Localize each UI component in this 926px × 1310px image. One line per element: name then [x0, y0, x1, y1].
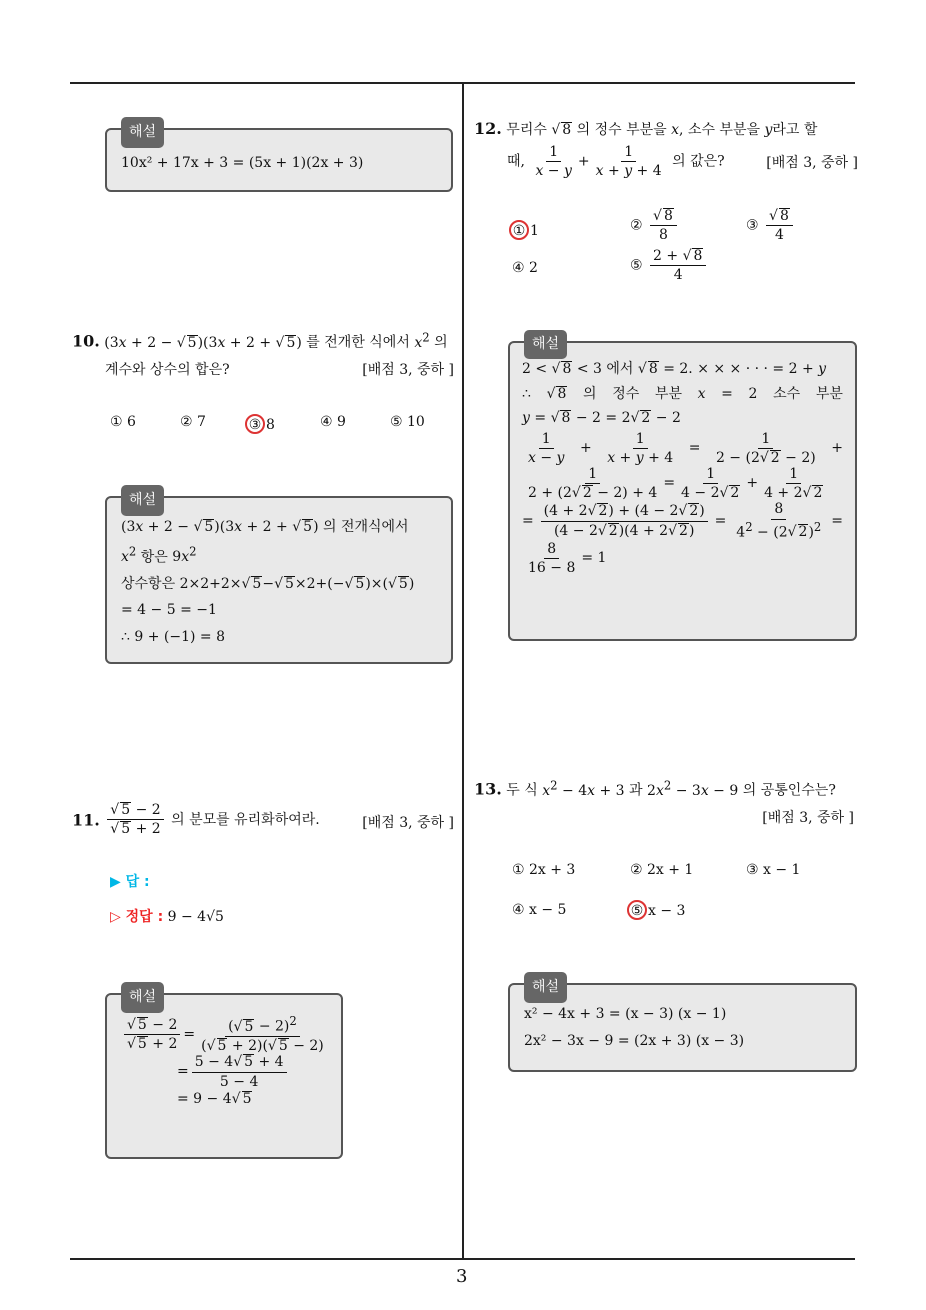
- q11-correct-answer: [110, 906, 224, 926]
- q11-score: [배점 3, 중하 ]: [362, 815, 454, 831]
- q11-question: [72, 802, 454, 838]
- q10-solution-box: [105, 492, 453, 664]
- q12-question: 12. 무리수 √ 8 의 정수 부분을 x, 소수 부분을 y라고 할 때, $\frac{1}{x - y}$ + $\frac{1}{x + y + 4}$ 의 값은? [배점 3, 중하 ]: [474, 114, 858, 180]
- q10-choice-3[interactable]: ③ 8: [248, 414, 275, 434]
- q10-text-mid: 를 전개한 식에서: [306, 334, 410, 351]
- q10-number: 10.: [72, 331, 100, 351]
- q11-sol-line-1: √ 5 − 2 √ 5 + 2 = $\frac{(√ 5 - 2)^2}{(√ 5 + 2)(√ 5 - 2)}$: [121, 1015, 327, 1054]
- q10-choice-4[interactable]: ④ 9: [320, 414, 346, 430]
- q11-solution-box: [105, 989, 343, 1159]
- solution-tag: 해설: [121, 485, 164, 516]
- q12-choice-3[interactable]: ③ √ $\frac{8}{4}$: [746, 208, 796, 243]
- solution-tag: 해설: [121, 117, 164, 148]
- q13-selected-mark: ⑤: [627, 900, 647, 920]
- q12-sol-line-2: ∴ √ 8 의 정수 부분 x = 2 소수 부분: [522, 382, 843, 407]
- q12-sol-line-6: = $\frac{(4 + 2√ 2) + (4 - 2√ 2)}{(4 - 2√ 2)(4 + 2√ 2)}$ = $\frac{8}{4^2 - (2√ 2)^2}$ =: [522, 501, 843, 540]
- q11-correct-label: ▷ 정답 :: [110, 909, 164, 925]
- q11-correct-value: 9 − 4√5: [167, 909, 224, 925]
- q10-text-end: 의: [434, 334, 448, 351]
- q13-choice-3[interactable]: ③ x − 1: [746, 862, 801, 878]
- q10-sol-line-4: = 4 − 5 = −1: [121, 602, 217, 619]
- q13-choice-5[interactable]: ⑤ x − 3: [630, 900, 685, 920]
- q12-score: [배점 3, 중하 ]: [766, 155, 858, 172]
- q11-fraction: √ 5 − 2 √ 5 + 2: [107, 802, 163, 838]
- q10-sol-line-2: $x^2$ 항은 $9x^2$: [121, 544, 197, 566]
- q12-choice-2[interactable]: ② √ $\frac{8}{8}$: [630, 208, 680, 243]
- q12-number: 12.: [474, 119, 502, 138]
- q13-solution-box: [508, 979, 857, 1072]
- q10-score: [배점 3, 중하 ]: [362, 362, 454, 379]
- q12-choice-5[interactable]: ⑤ $\frac{2 + √ 8}{4}$: [630, 248, 709, 283]
- q10-selected-mark: ③: [245, 414, 265, 434]
- q10-choice-5[interactable]: ⑤ 10: [390, 414, 425, 430]
- q13-sol-line-1: x² − 4x + 3 = (x − 3) (x − 1): [524, 1006, 727, 1022]
- q10-question: 10. (3x + 2 − √ 5)(3x + 2 + √ 5) 를 전개한 식에서 $x^2$ 의 계수와 상수의 합은? [배점 3, 중하 ]: [72, 326, 454, 384]
- q10-sol-line-5: ∴ 9 + (−1) = 8: [121, 629, 225, 646]
- q12-solution-box: [508, 336, 857, 641]
- q10-sol-line-1: (3x + 2 − √ 5)(3x + 2 + √ 5) 의 전개식에서: [121, 514, 437, 541]
- q12-choice-1[interactable]: ① 1: [512, 220, 539, 240]
- q12-sol-line-3: y = √ 8 − 2 = 2√ 2 − 2: [522, 406, 843, 431]
- q10-choice-2[interactable]: ② 7: [180, 414, 206, 430]
- solution-tag: 해설: [121, 982, 164, 1013]
- solution-tag: 해설: [524, 330, 567, 359]
- q13-score: [배점 3, 중하 ]: [762, 810, 854, 827]
- q12-sol-line-1: 2 < √ 8 < 3 에서 √ 8 = 2. × × × · · · = 2 + y: [522, 357, 843, 382]
- q13-choice-1[interactable]: ① 2x + 3: [512, 862, 576, 878]
- q11-sol-line-2: = $\frac{5 - 4√ 5 + 4}{5 - 4}$: [121, 1054, 327, 1089]
- q13-choice-2[interactable]: ② 2x + 1: [630, 862, 694, 878]
- column-divider: [462, 84, 464, 1259]
- q10-choice-1[interactable]: ① 6: [110, 414, 136, 430]
- q12-choices: [512, 208, 852, 288]
- q12-sol-line-5: $\frac{1}{2 + (2√ 2 - 2) + 4}$ = $\frac{1}{4 - 2√ 2}$ + $\frac{1}{4 + 2√ 2}$: [522, 466, 843, 501]
- q13-sol-line-2: 2x² − 3x − 9 = (2x + 3) (x − 3): [524, 1032, 745, 1049]
- q10-sol-line-3: 상수항은 2×2+2×√ 5−√ 5×2+(−√ 5)×(√ 5): [121, 571, 437, 598]
- solution-tag: 해설: [524, 972, 567, 1003]
- q12-selected-mark: ①: [509, 220, 529, 240]
- bottom-rule: [70, 1258, 855, 1260]
- q12-sol-line-7: $\frac{8}{16 - 8}$ = 1: [528, 540, 607, 576]
- q11-number: 11.: [72, 810, 100, 830]
- page-number: 3: [456, 1266, 468, 1287]
- q11-sol-line-3: = 9 − 4√ 5: [121, 1086, 327, 1113]
- q13-number: 13.: [474, 779, 502, 799]
- q11-answer-label: ▶ 답 :: [110, 874, 150, 890]
- q13-choices: [512, 862, 852, 922]
- q9-solution-box: [105, 124, 453, 192]
- q13-choice-4[interactable]: ④ x − 5: [512, 902, 567, 918]
- q11-text: 의 분모를 유리화하여라.: [171, 811, 320, 828]
- q13-question: 13. 두 식 $x^2 - 4x + 3$ 과 $2x^2 - 3x - 9$ 의 공통인수는? [배점 3, 중하 ]: [474, 778, 854, 827]
- q12-choice-4[interactable]: ④ 2: [512, 260, 538, 276]
- q12-sol-line-4: $\frac{1}{x - y}$ + $\frac{1}{x + y + 4}$ = $\frac{1}{2 - (2√ 2 - 2)}$ +: [522, 431, 843, 466]
- q9-solution-line: 10x² + 17x + 3 = (5x + 1)(2x + 3): [121, 155, 364, 171]
- q10-line2: 계수와 상수의 합은?: [105, 362, 230, 379]
